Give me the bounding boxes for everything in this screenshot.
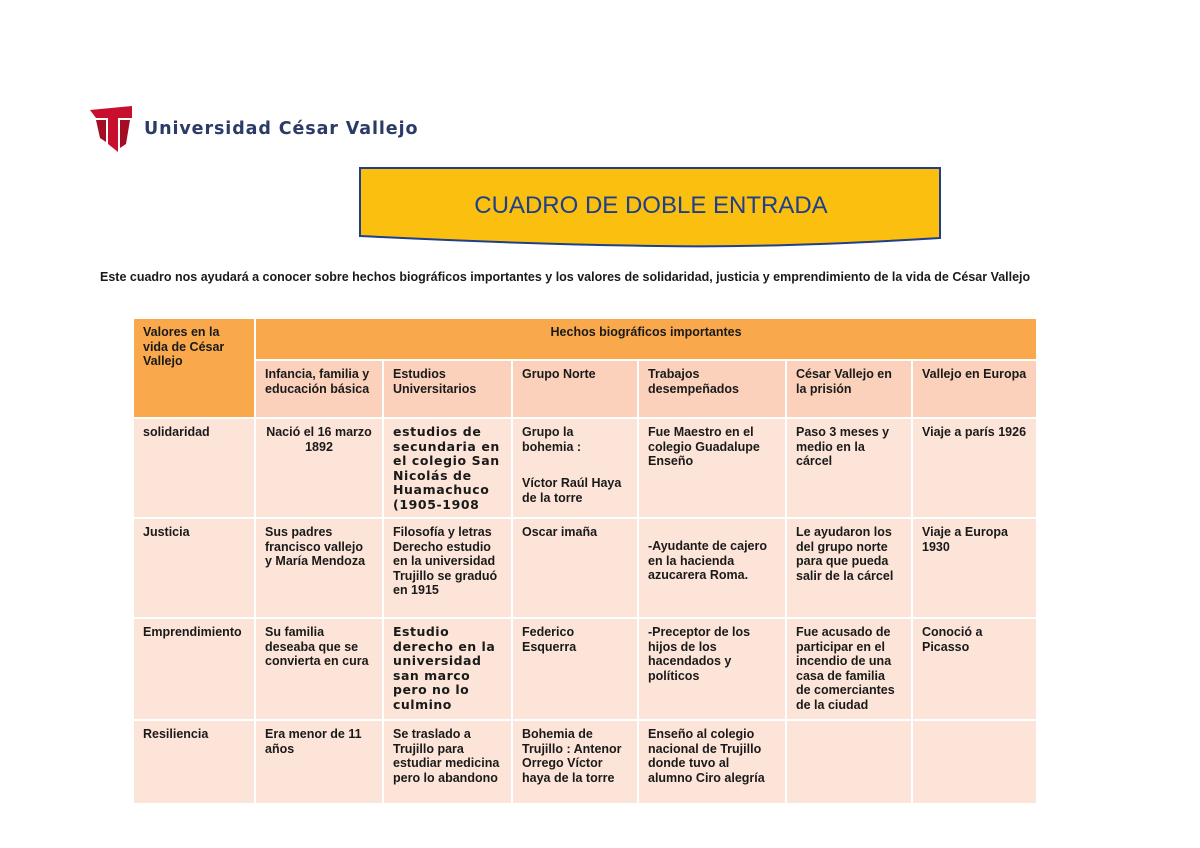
university-shield-icon <box>88 104 134 154</box>
table-cell <box>912 720 1037 804</box>
table-cell: Oscar imaña <box>512 518 638 618</box>
column-header: Estudios Universitarios <box>383 360 512 418</box>
cell-line: Grupo la bohemia : <box>522 425 582 454</box>
table-cell: Estudio derecho en la universidad san marco pero no lo culmino <box>383 618 512 720</box>
table-cell: Filosofía y letras Derecho estudio en la universidad Trujillo se graduó en 1915 <box>383 518 512 618</box>
table-cell: Era menor de 11 años <box>255 720 383 804</box>
table-cell: Se traslado a Trujillo para estudiar medicina pero lo abandono <box>383 720 512 804</box>
column-header: César Vallejo en la prisión <box>786 360 912 418</box>
double-entry-table <box>132 317 1038 805</box>
table-cell: -Preceptor de los hijos de los hacendados y políticos <box>638 618 786 720</box>
table-cell: Fue Maestro en el colegio Guadalupe Enseño <box>638 418 786 518</box>
table-cell: Le ayudaron los del grupo norte para que pueda salir de la cárcel <box>786 518 912 618</box>
column-header: Grupo Norte <box>512 360 638 418</box>
university-name: Universidad César Vallejo <box>144 119 419 139</box>
corner-header: Valores en la vida de César Vallejo <box>133 318 255 418</box>
table-cell: Sus padres francisco vallejo y María Mendoza <box>255 518 383 618</box>
title-banner <box>358 166 944 250</box>
banner-title: CUADRO DE DOBLE ENTRADA <box>474 192 828 219</box>
table-cell: Conoció a Picasso <box>912 618 1037 720</box>
column-header: Trabajos desempeñados <box>638 360 786 418</box>
column-header: Infancia, familia y educación básica <box>255 360 383 418</box>
intro-text: Este cuadro nos ayudará a conocer sobre hechos biográficos importantes y los valores de solidaridad, justicia y emprendimiento de la vida de César Vallejo <box>100 270 1031 284</box>
column-header: Vallejo en Europa <box>912 360 1037 418</box>
row-label: Emprendimiento <box>133 618 255 720</box>
table-cell: Bohemia de Trujillo : Antenor Orrego Víctor haya de la torre <box>512 720 638 804</box>
table-cell: Federico Esquerra <box>512 618 638 720</box>
table-cell: -Ayudante de cajero en la hacienda azucarera Roma. <box>638 518 786 618</box>
row-label: solidaridad <box>133 418 255 518</box>
cell-line: Víctor Raúl Haya de la torre <box>522 476 622 505</box>
table-cell: Enseño al colegio nacional de Trujillo donde tuvo al alumno Ciro alegría <box>638 720 786 804</box>
table-cell <box>512 418 638 518</box>
table-cell: Viaje a Europa 1930 <box>912 518 1037 618</box>
table-cell: Fue acusado de participar en el incendio de una casa de familia de comerciantes de la ciudad <box>786 618 912 720</box>
table-cell: estudios de secundaria en el colegio San Nicolás de Huamachuco (1905-1908 <box>383 418 512 518</box>
university-logo <box>88 104 418 154</box>
row-label: Justicia <box>133 518 255 618</box>
table-cell: Viaje a parís 1926 <box>912 418 1037 518</box>
table-cell: Nació el 16 marzo 1892 <box>255 418 383 518</box>
table-cell: Su familia deseaba que se convierta en cura <box>255 618 383 720</box>
table-cell: Paso 3 meses y medio en la cárcel <box>786 418 912 518</box>
row-label: Resiliencia <box>133 720 255 804</box>
table-cell <box>786 720 912 804</box>
group-header: Hechos biográficos importantes <box>255 318 1037 360</box>
